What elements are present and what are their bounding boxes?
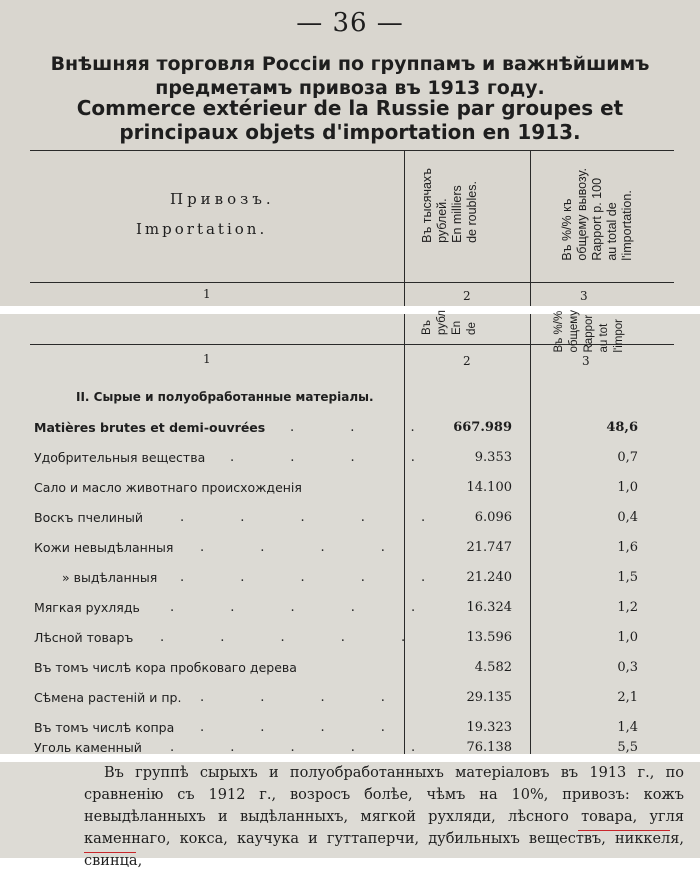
scan-fragment-paragraph xyxy=(0,762,700,869)
row-value-percent: 1,5 xyxy=(617,570,638,585)
row-value-thousands: 6.096 xyxy=(474,510,512,525)
header-bottom-rule xyxy=(30,282,674,283)
row-value-percent: 1,0 xyxy=(617,630,638,645)
col2-fragment: de xyxy=(466,322,478,335)
row-value-percent: 0,4 xyxy=(617,510,638,525)
table-row xyxy=(0,540,700,564)
table-row xyxy=(0,570,700,594)
row-label: Воскъ пчелиный xyxy=(34,510,143,525)
import-label-ru: Привозъ. xyxy=(170,190,275,208)
row-label: Въ томъ числѣ кора пробковаго дерева xyxy=(34,660,297,675)
leader-dots: . . . . . xyxy=(180,570,452,585)
row-label: Кожи невыдѣланныя xyxy=(34,540,174,555)
row-label: Лѣсной товаръ xyxy=(34,630,134,645)
col3-fragment: l'impor xyxy=(613,318,625,353)
table-row xyxy=(0,660,700,684)
header-top-rule xyxy=(30,150,674,151)
leader-dots: . . . . xyxy=(230,450,441,465)
row-value-thousands: 76.138 xyxy=(466,740,512,755)
row-value-thousands: 667.989 xyxy=(453,420,512,435)
col3-fragment: Въ %/% xyxy=(553,310,565,353)
col2-line: рублей. xyxy=(435,198,449,243)
col2-line: Въ тысячахъ xyxy=(420,168,434,243)
row-value-percent: 1,4 xyxy=(617,720,638,735)
col2-fragment: En xyxy=(451,320,463,335)
col3-fragment: общему xyxy=(568,310,580,353)
row-value-thousands: 9.353 xyxy=(474,450,512,465)
body-paragraph xyxy=(84,762,684,872)
row-value-percent: 2,1 xyxy=(617,690,638,705)
row-value-percent: 5,5 xyxy=(617,740,638,755)
section-title: II. Сырые и полуобработанные матеріалы. xyxy=(76,390,374,404)
table-row xyxy=(0,740,700,764)
leader-dots: . . . . xyxy=(200,540,411,555)
table-row xyxy=(0,450,700,474)
table-row xyxy=(0,600,700,624)
row-value-thousands: 16.324 xyxy=(466,600,512,615)
row-label: Удобрительныя вещества xyxy=(34,450,206,465)
column-divider-2 xyxy=(530,151,531,306)
row-value-thousands: 13.596 xyxy=(466,630,512,645)
leader-dots: . . . . . xyxy=(170,600,442,615)
column-divider-2 xyxy=(530,314,531,754)
col2-line: de roubles. xyxy=(465,181,479,243)
column-3-header xyxy=(560,168,635,261)
col3-line: au total de xyxy=(605,202,619,261)
column-2-header xyxy=(420,168,480,243)
row-value-thousands: 21.747 xyxy=(466,540,512,555)
row-label: Сѣмена растеній и пр. xyxy=(34,690,182,705)
col2-line: En milliers xyxy=(450,185,464,243)
row-value-thousands: 19.323 xyxy=(466,720,512,735)
leader-dots: . . . . . xyxy=(180,510,452,525)
table-row xyxy=(0,480,700,504)
col3-line: Rapport p. 100 xyxy=(590,177,604,261)
table-row xyxy=(0,630,700,654)
row-value-thousands: 21.240 xyxy=(466,570,512,585)
import-label-fr: Importation. xyxy=(136,220,268,238)
column-number-1: 1 xyxy=(203,287,211,301)
scan-fragment-title xyxy=(0,0,700,306)
title-russian: Внѣшняя торговля Россіи по группамъ и важнѣйшимъ предметамъ привоза въ 1913 году. xyxy=(50,53,650,99)
column-3-header-cut xyxy=(552,310,627,353)
col2-fragment: Въ xyxy=(421,320,433,335)
table-row xyxy=(0,420,700,444)
row-value-percent: 0,3 xyxy=(617,660,638,675)
column-number-1: 1 xyxy=(203,352,211,366)
row-value-thousands: 4.582 xyxy=(474,660,512,675)
column-number-3: 3 xyxy=(580,289,588,303)
row-value-percent: 0,7 xyxy=(617,450,638,465)
col3-fragment: au tot xyxy=(598,323,610,353)
row-label: » выдѣланныя xyxy=(62,570,158,585)
row-label: Уголь каменный xyxy=(34,740,142,755)
leader-dots: . . . . xyxy=(200,690,411,705)
red-underline xyxy=(84,852,136,853)
leader-dots: . . . . . xyxy=(170,740,442,755)
row-label: Сало и масло животнаго происхожденія xyxy=(34,480,302,495)
column-number-2: 2 xyxy=(463,289,471,303)
column-number-3: 3 xyxy=(582,354,590,368)
row-value-percent: 1,0 xyxy=(617,480,638,495)
row-value-percent: 1,6 xyxy=(617,540,638,555)
scan-fragment-table xyxy=(0,310,700,755)
leader-dots: . . . xyxy=(290,420,441,435)
title-french: Commerce extérieur de la Russie par groupes et principaux objets d'importation en 1913. xyxy=(76,96,624,144)
col2-fragment: рубл xyxy=(436,310,448,335)
page-number: — 36 — xyxy=(296,8,404,38)
column-2-header-cut xyxy=(420,310,480,335)
row-value-percent: 1,2 xyxy=(617,600,638,615)
col3-fragment: Rappor xyxy=(583,314,595,353)
row-value-thousands: 29.135 xyxy=(466,690,512,705)
table-row xyxy=(0,690,700,714)
paragraph-text: Въ группѣ сырыхъ и полуобработанныхъ матеріаловъ въ 1913 г., по сравненію съ 1912 г., возросъ болѣе, чѣмъ на 10%, привозъ: кожъ невыдѣланныхъ и выдѣланныхъ, мягкой рухляди, лѣсного товара, угля каменнаго, кокса, каучука и гуттаперчи, дубильныхъ веществъ, никкеля, свинца, xyxy=(84,765,684,869)
leader-dots: . . . . . xyxy=(160,630,432,645)
col3-line: общему вывозу. xyxy=(575,168,589,261)
leader-dots: . . . . xyxy=(200,720,411,735)
col3-line: l'importation. xyxy=(620,190,634,261)
column-divider-1 xyxy=(404,314,405,754)
row-value-thousands: 14.100 xyxy=(466,480,512,495)
table-row xyxy=(0,510,700,534)
col3-line: Въ %/% къ xyxy=(560,198,574,261)
row-label: Мягкая рухлядь xyxy=(34,600,140,615)
column-divider-1 xyxy=(404,151,405,306)
column-number-2: 2 xyxy=(463,354,471,368)
row-label: Matières brutes et demi-ouvrées xyxy=(34,420,266,435)
row-label: Въ томъ числѣ копра xyxy=(34,720,175,735)
row-value-percent: 48,6 xyxy=(606,420,638,435)
red-underline xyxy=(578,830,670,831)
